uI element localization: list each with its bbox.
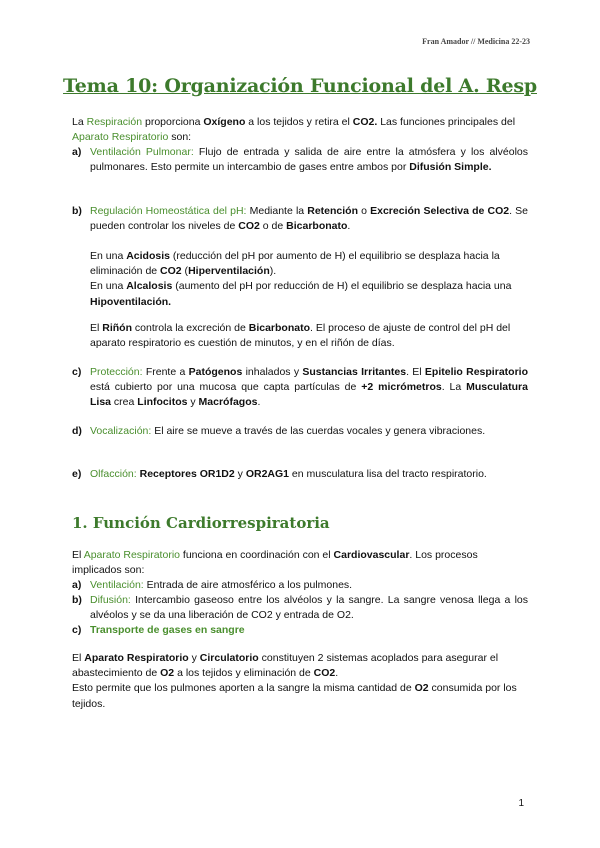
page-title: Tema 10: Organización Funcional del A. Resp bbox=[63, 75, 537, 97]
section-intro-paragraph: El Aparato Respiratorio funciona en coordinación con el Cardiovascular. Los procesos implicados son: bbox=[72, 549, 478, 577]
process-item-ventilacion: a) Ventilación: Entrada de aire atmosférico a los pulmones. bbox=[72, 579, 353, 591]
function-item-ventilacion: a) Ventilación Pulmonar: Flujo de entrada y salida de aire entre la atmósfera y los alvéolos pulmonares. Esto permite un intercambio de gases entre ambos por Difusión Simple. bbox=[72, 146, 528, 174]
function-item-olfaccion: e) Olfacción: Receptores OR1D2 y OR2AG1 en musculatura lisa del tracto respiratorio. bbox=[72, 468, 487, 480]
process-item-difusion: b) Difusión: Intercambio gaseoso entre los alvéolos y la sangre. La sangre venosa llega a los alvéolos y se da una liberación de CO2 y entrada de O2. bbox=[72, 594, 528, 622]
function-item-regulacion-ph: b) Regulación Homeostática del pH: Mediante la Retención o Excreción Selectiva de CO2. Se pueden controlar los niveles de CO2 o de Bicarbonato. bbox=[72, 205, 528, 233]
page-header: Fran Amador // Medicina 22-23 bbox=[422, 37, 530, 46]
intro-paragraph: La Respiración proporciona Oxígeno a los tejidos y retira el CO2. Las funciones principales del Aparato Respiratorio son: bbox=[72, 116, 516, 144]
function-item-vocalizacion: d) Vocalización: El aire se mueve a través de las cuerdas vocales y genera vibraciones. bbox=[72, 425, 486, 437]
rinon-paragraph: El Riñón controla la excreción de Bicarbonato. El proceso de ajuste de control del pH del aparato respiratorio es cuestión de minutos, y en el riñón de días. bbox=[90, 322, 511, 350]
acidosis-alcalosis-paragraph: En una Acidosis (reducción del pH por aumento de H) el equilibrio se desplaza hacia la eliminación de CO2 (Hiperventilación). En una Alcalosis (aumento del pH por reducción de H) el equilibrio se desplaza hacia una Hipoventilación. bbox=[90, 250, 512, 308]
process-item-transporte: c) Transporte de gases en sangre bbox=[72, 624, 245, 636]
page-number: 1 bbox=[518, 798, 524, 809]
coupled-systems-paragraph: El Aparato Respiratorio y Circulatorio constituyen 2 sistemas acoplados para asegurar el abastecimiento de O2 a los tejidos y eliminación de CO2. Esto permite que los pulmones aporten a la sangre la misma cantidad de O2 consumida por los tejidos. bbox=[72, 652, 517, 710]
section-heading: 1. Función Cardiorrespiratoria bbox=[72, 514, 330, 532]
function-item-proteccion: c) Protección: Frente a Patógenos inhalados y Sustancias Irritantes. El Epitelio Respiratorio está cubierto por una mucosa que capta partículas de +2 micrómetros. La Musculatura Lisa crea Linfocitos y Macrófagos. bbox=[72, 366, 528, 409]
